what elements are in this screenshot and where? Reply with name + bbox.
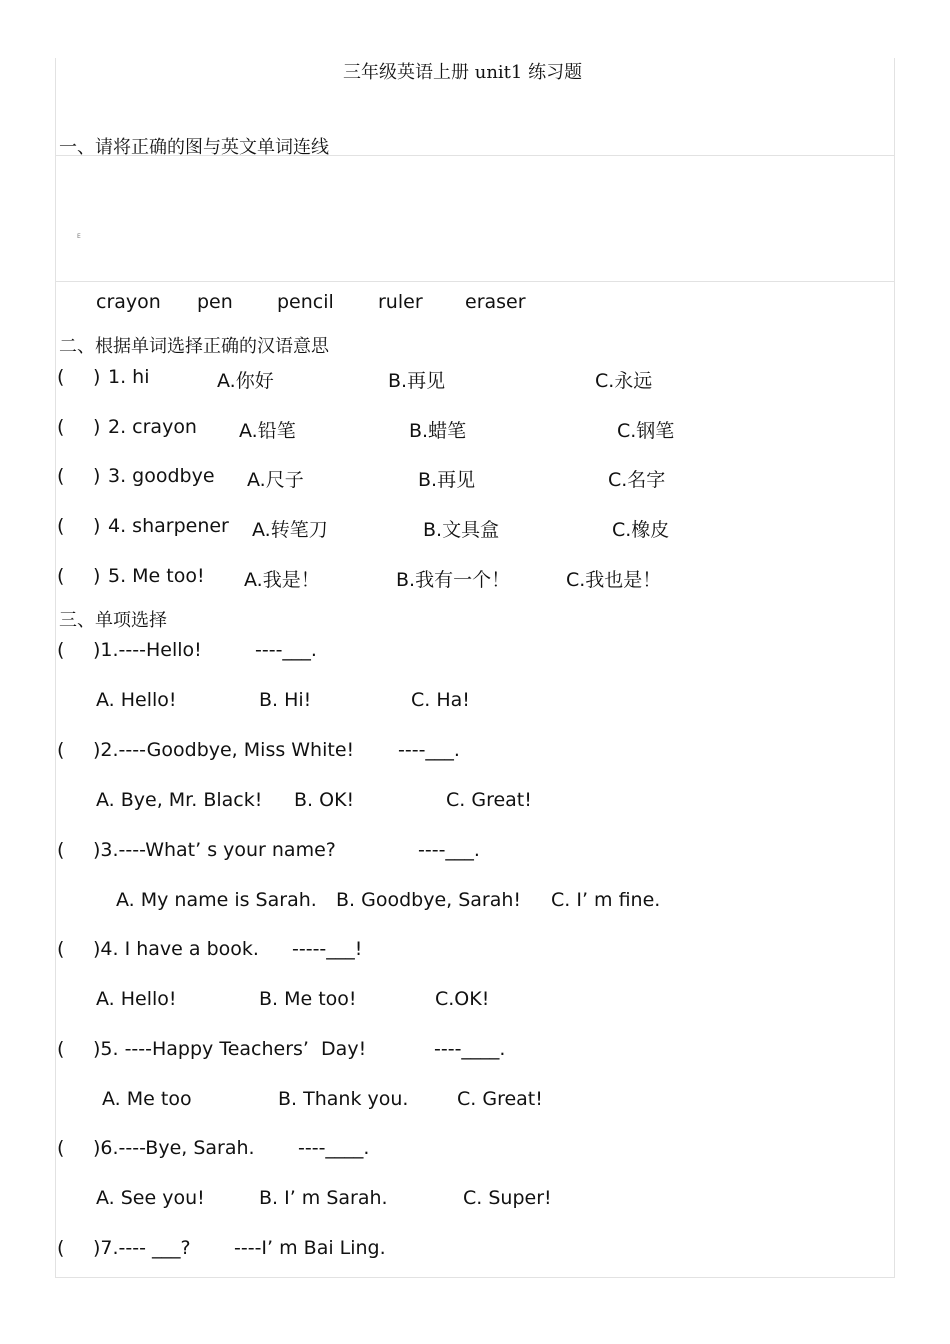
response-blank: ----___. — [255, 639, 317, 661]
option-b: B. Me too! — [259, 988, 357, 1010]
answer-paren-open: ( — [57, 938, 65, 960]
question-word: 4. sharpener — [108, 515, 229, 537]
answer-paren-open: ( — [57, 465, 65, 487]
option-a: A. Hello! — [96, 988, 177, 1010]
option-a: A.你好 — [217, 370, 274, 392]
option-c: C.钢笔 — [617, 420, 675, 442]
answer-paren-open: ( — [57, 839, 65, 861]
question-text: )1.----Hello! — [93, 639, 202, 661]
response-blank: -----___! — [292, 938, 363, 960]
section2-heading: 二、根据单词选择正确的汉语意思 — [59, 336, 329, 357]
word-ruler: ruler — [378, 291, 423, 313]
option-c: C. Great! — [446, 789, 532, 811]
option-c: C. Super! — [463, 1187, 552, 1209]
option-c: C. I’ m fine. — [551, 889, 661, 911]
option-c: C.永远 — [595, 370, 653, 392]
option-b: B.再见 — [418, 469, 476, 491]
rule-middle — [55, 281, 894, 282]
option-c: C. Great! — [457, 1088, 543, 1110]
question-word: 5. Me too! — [108, 565, 205, 587]
question-text: )4. I have a book. — [93, 938, 259, 960]
option-a: A.铅笔 — [239, 420, 296, 442]
answer-paren-close: ) — [93, 416, 101, 438]
answer-paren-open: ( — [57, 1137, 65, 1159]
answer-paren-close: ) — [93, 465, 101, 487]
answer-paren-open: ( — [57, 515, 65, 537]
option-b: B. Hi! — [259, 689, 312, 711]
answer-paren-open: ( — [57, 416, 65, 438]
option-a: A. Hello! — [96, 689, 177, 711]
option-b: B.我有一个！ — [396, 569, 511, 591]
option-a: A.尺子 — [247, 469, 304, 491]
response-blank: ----___. — [398, 739, 460, 761]
word-crayon: crayon — [96, 291, 161, 313]
answer-paren-open: ( — [57, 366, 65, 388]
answer-paren-open: ( — [57, 1237, 65, 1259]
option-b: B. Goodbye, Sarah! — [336, 889, 522, 911]
option-b: B. OK! — [294, 789, 355, 811]
option-c: C. Ha! — [411, 689, 470, 711]
option-b: B.蜡笔 — [409, 420, 467, 442]
answer-paren-open: ( — [57, 1038, 65, 1060]
answer-paren-close: ) — [93, 565, 101, 587]
option-b: B.文具盒 — [423, 519, 500, 541]
question-word: 1. hi — [108, 366, 150, 388]
option-a: A.我是！ — [244, 569, 320, 591]
question-text: )3.----What’ s your name? — [93, 839, 336, 861]
section3-heading: 三、单项选择 — [59, 610, 167, 631]
rule-bottom — [55, 1277, 894, 1278]
answer-paren-open: ( — [57, 739, 65, 761]
response-blank: ----___. — [418, 839, 480, 861]
word-pen: pen — [197, 291, 233, 313]
word-pencil: pencil — [277, 291, 334, 313]
question-word: 3. goodbye — [108, 465, 215, 487]
option-b: B.再见 — [388, 370, 446, 392]
answer-paren-close: ) — [93, 515, 101, 537]
question-text: )2.----Goodbye, Miss White! — [93, 739, 355, 761]
question-text: )7.---- ___? — [93, 1237, 191, 1259]
option-a: A. My name is Sarah. — [116, 889, 317, 911]
question-text: )6.----Bye, Sarah. — [93, 1137, 255, 1159]
section1-heading: 一、请将正确的图与英文单词连线 — [59, 137, 329, 158]
response-blank: ----I’ m Bai Ling. — [234, 1237, 386, 1259]
option-b: B. I’ m Sarah. — [259, 1187, 388, 1209]
option-c: C.橡皮 — [612, 519, 670, 541]
question-word: 2. crayon — [108, 416, 197, 438]
option-c: C.名字 — [608, 469, 666, 491]
option-c: C.OK! — [435, 988, 490, 1010]
answer-paren-open: ( — [57, 639, 65, 661]
option-a: A. See you! — [96, 1187, 205, 1209]
image-placeholder-icon: E — [77, 233, 81, 240]
option-a: A.转笔刀 — [252, 519, 328, 541]
option-b: B. Thank you. — [278, 1088, 409, 1110]
answer-paren-open: ( — [57, 565, 65, 587]
word-eraser: eraser — [465, 291, 526, 313]
option-a: A. Bye, Mr. Black! — [96, 789, 263, 811]
option-c: C.我也是！ — [566, 569, 662, 591]
answer-paren-close: ) — [93, 366, 101, 388]
response-blank: ----____. — [434, 1038, 506, 1060]
option-a: A. Me too — [102, 1088, 192, 1110]
response-blank: ----____. — [298, 1137, 370, 1159]
page-title: 三年级英语上册 unit1 练习题 — [343, 62, 583, 83]
question-text: )5. ----Happy Teachers’ Day! — [93, 1038, 367, 1060]
